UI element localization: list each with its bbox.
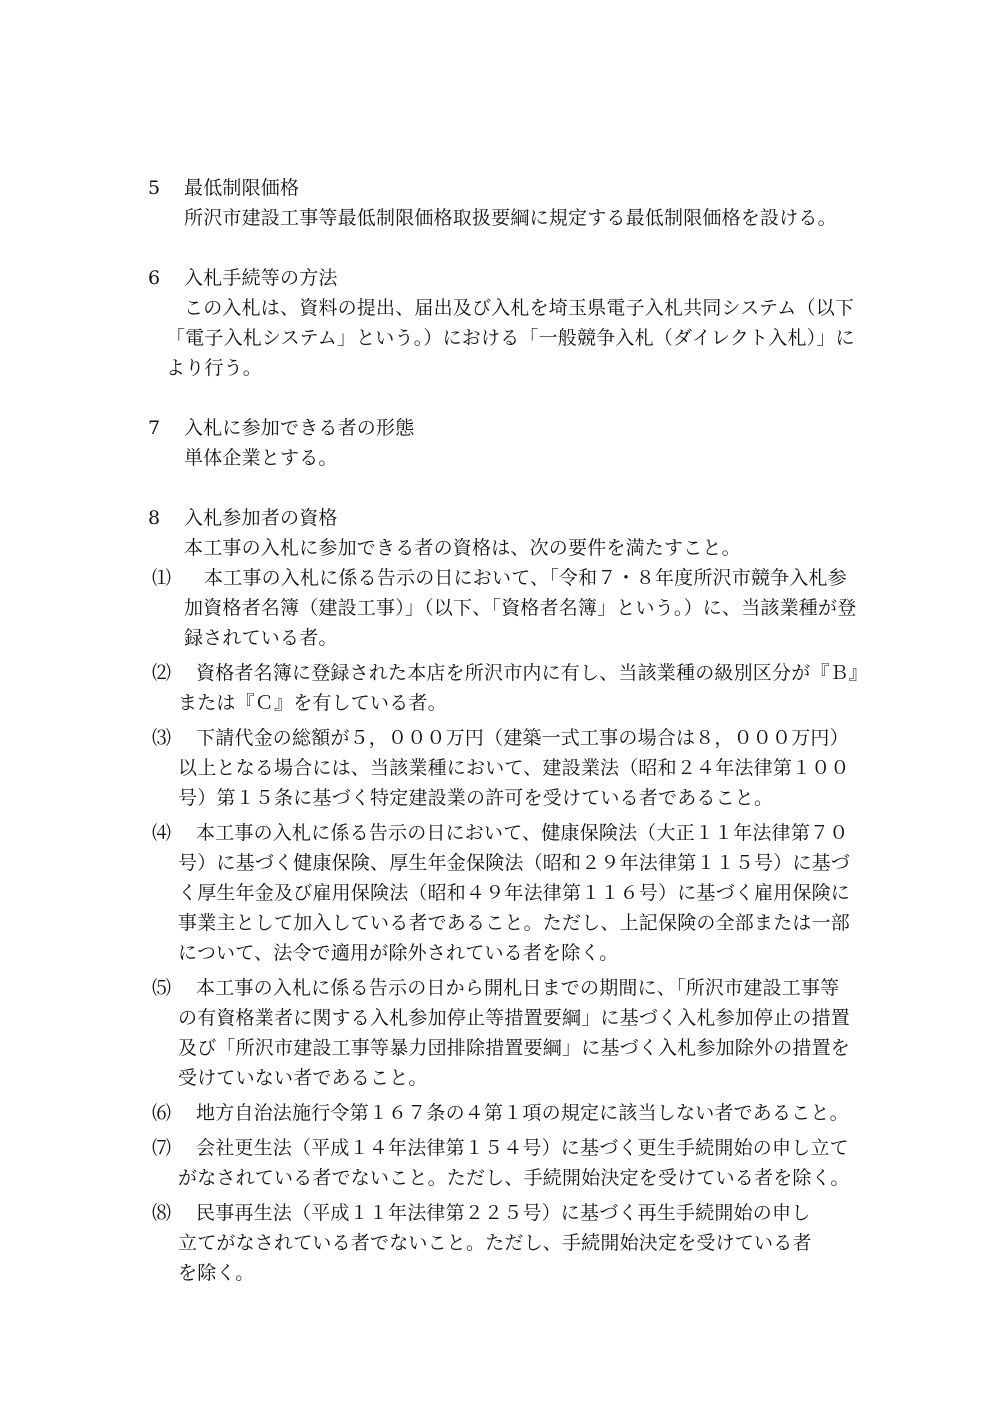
section-6-body-line: 「電子入札システム」という。）における「一般競争入札（ダイレクト入札）」に bbox=[166, 327, 855, 349]
item-7-marker: ⑺ bbox=[152, 1137, 172, 1159]
item-4-marker: ⑷ bbox=[152, 822, 172, 844]
section-5-body: 所沢市建設工事等最低制限価格取扱要綱に規定する最低制限価格を設ける。 bbox=[184, 207, 837, 229]
item-2-line: 資格者名簿に登録された本店を所沢市内に有し、当該業種の級別区分が『Ｂ』 bbox=[196, 662, 869, 684]
item-2-marker: ⑵ bbox=[152, 662, 172, 684]
section-6-body-line: この入札は、資料の提出、届出及び入札を埼玉県電子入札共同システム（以下 bbox=[184, 297, 855, 319]
item-8-line: を除く。 bbox=[178, 1262, 255, 1284]
item-7-line: 会社更生法（平成１４年法律第１５４号）に基づく更生手続開始の申し立て bbox=[196, 1137, 849, 1159]
item-5-line: 及び「所沢市建設工事等暴力団排除措置要綱」に基づく入札参加除外の措置を bbox=[178, 1037, 851, 1059]
item-4-line: について、法令で適用が除外されている者を除く。 bbox=[178, 942, 619, 964]
item-1-line: 加資格者名簿（建設工事）」（以下、「資格者名簿」という。）に、当該業種が登 bbox=[184, 597, 857, 619]
item-6-line: 地方自治法施行令第１６７条の４第１項の規定に該当しない者であること。 bbox=[196, 1102, 849, 1124]
item-6-marker: ⑹ bbox=[152, 1102, 172, 1124]
item-8-marker: ⑻ bbox=[152, 1202, 172, 1224]
item-1-line: 録されている者。 bbox=[184, 627, 338, 649]
section-7-number: 7 bbox=[148, 417, 161, 439]
item-1-line: 本工事の入札に係る告示の日において、「令和７・８年度所沢市競争入札参 bbox=[204, 567, 847, 589]
item-1-marker: ⑴ bbox=[152, 567, 172, 589]
section-6-number: 6 bbox=[148, 267, 161, 289]
item-8-line: 立てがなされている者でないこと。ただし、手続開始決定を受けている者 bbox=[178, 1232, 812, 1254]
item-4-line: 本工事の入札に係る告示の日において、健康保険法（大正１１年法律第７０ bbox=[196, 822, 849, 844]
item-3-line: 以上となる場合には、当該業種において、建設業法（昭和２４年法律第１００ bbox=[178, 757, 850, 779]
section-6-heading: 入札手続等の方法 bbox=[184, 267, 338, 289]
item-8-line: 民事再生法（平成１１年法律第２２５号）に基づく再生手続開始の申し bbox=[196, 1202, 811, 1224]
item-4-line: 事業主として加入している者であること。ただし、上記保険の全部または一部 bbox=[178, 912, 851, 934]
item-5-line: の有資格業者に関する入札参加停止等措置要綱」に基づく入札参加停止の措置 bbox=[178, 1007, 851, 1029]
section-8-number: 8 bbox=[148, 507, 161, 529]
item-5-line: 本工事の入札に係る告示の日から開札日までの期間に、「所沢市建設工事等 bbox=[196, 977, 840, 999]
item-7-line: がなされている者でないこと。ただし、手続開始決定を受けている者を除く。 bbox=[178, 1167, 850, 1189]
section-8-intro: 本工事の入札に参加できる者の資格は、次の要件を満たすこと。 bbox=[184, 537, 741, 559]
section-7-body: 単体企業とする。 bbox=[184, 447, 338, 469]
section-5-number: 5 bbox=[148, 177, 161, 199]
item-3-line: 号）第１５条に基づく特定建設業の許可を受けている者であること。 bbox=[178, 787, 774, 809]
item-3-line: 下請代金の総額が５，０００万円（建築一式工事の場合は８，０００万円） bbox=[196, 727, 849, 749]
section-6-body-line: より行う。 bbox=[166, 357, 263, 379]
item-5-marker: ⑸ bbox=[152, 977, 172, 999]
item-4-line: 号）に基づく健康保険、厚生年金保険法（昭和２９年法律第１１５号）に基づ bbox=[178, 852, 851, 874]
section-7-heading: 入札に参加できる者の形態 bbox=[184, 417, 415, 439]
item-5-line: 受けていない者であること。 bbox=[178, 1067, 428, 1089]
section-8-heading: 入札参加者の資格 bbox=[184, 507, 338, 529]
item-3-marker: ⑶ bbox=[152, 727, 172, 749]
item-2-line: または『Ｃ』を有している者。 bbox=[178, 692, 447, 714]
section-5-heading: 最低制限価格 bbox=[184, 177, 300, 199]
item-4-line: く厚生年金及び雇用保険法（昭和４９年法律第１１６号）に基づく雇用保険に bbox=[178, 882, 851, 904]
